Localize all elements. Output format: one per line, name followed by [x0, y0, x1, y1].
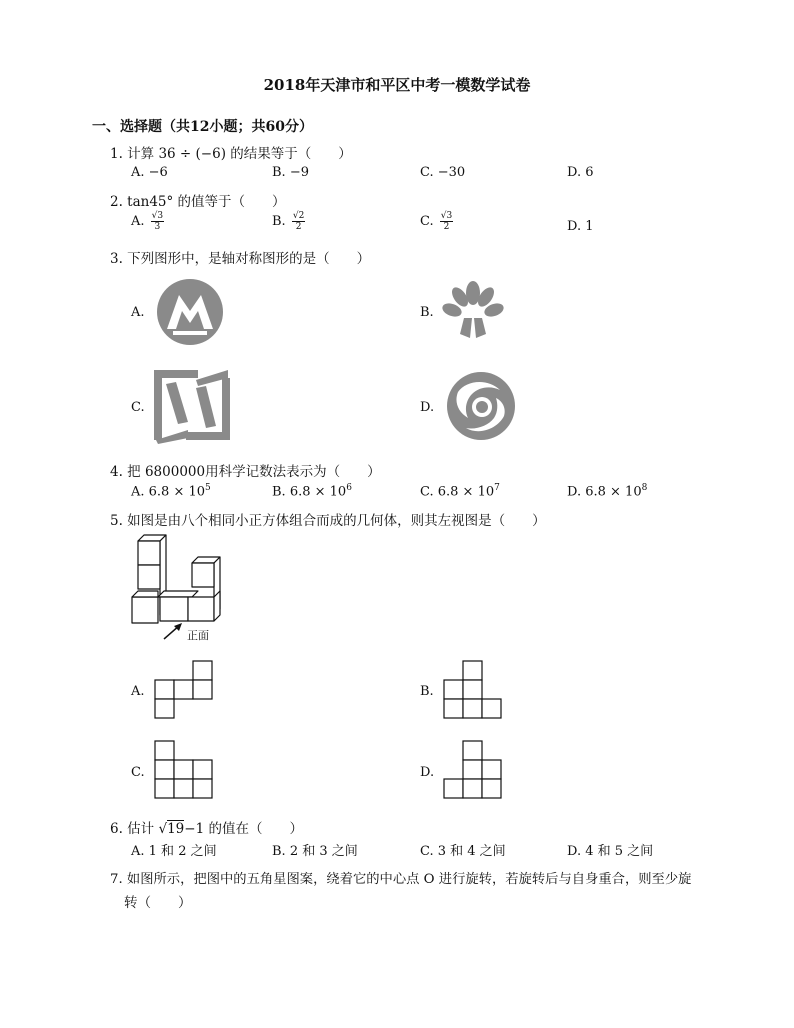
q2-a-numerator: √3 — [151, 211, 164, 221]
q5-option-b-label: B. — [420, 684, 434, 699]
q1-option-a: A. −6 — [131, 165, 168, 180]
q1-option-c: C. −30 — [420, 165, 466, 180]
q1-option-b: B. −9 — [272, 165, 309, 180]
q1-option-d: D. 6 — [567, 165, 594, 180]
q6-stem-prefix: 6. 估计 — [110, 821, 159, 837]
q3-logo-d-swirl — [444, 370, 518, 442]
q4-c-exponent: 7 — [494, 483, 500, 493]
q5-front-label: 正面 — [187, 629, 209, 642]
q2-option-c-prefix: C. — [420, 214, 438, 229]
q2-b-denominator: 2 — [295, 222, 302, 232]
q4-a-exponent: 5 — [205, 483, 211, 493]
q4-b-exponent: 6 — [346, 483, 352, 493]
question-7-line-2: 转（ ） — [124, 895, 192, 911]
q4-d-base: D. 6.8 × 10 — [567, 484, 642, 500]
q4-d-exponent: 8 — [641, 483, 648, 493]
q2-c-denominator: 2 — [443, 222, 450, 232]
q2-a-denominator: 3 — [154, 222, 161, 232]
q2-option-c-fraction — [440, 211, 453, 232]
q4-option-b — [272, 483, 352, 499]
q6-option-d: D. 4 和 5 之间 — [567, 844, 654, 859]
q2-option-d: D. 1 — [567, 219, 594, 234]
q4-b-base: B. 6.8 × 10 — [272, 484, 347, 500]
q3-logo-c-pinwheel — [152, 368, 232, 444]
q6-sqrt-symbol: √ — [158, 821, 168, 837]
q4-c-base: C. 6.8 × 10 — [420, 484, 495, 500]
q2-option-b-prefix: B. — [272, 214, 290, 229]
q2-option-a — [131, 211, 164, 232]
q4-option-a — [131, 483, 211, 499]
question-5-stem: 5. 如图是由八个相同小正方体组合而成的几何体，则其左视图是（ ） — [110, 513, 546, 529]
q5-view-d — [442, 740, 504, 800]
q5-option-c-label: C. — [131, 765, 145, 780]
q3-logo-b-petals — [442, 280, 504, 342]
q5-option-a-label: A. — [131, 684, 145, 699]
q3-logo-a-m-circle — [155, 277, 225, 347]
q6-radicand: 19 — [167, 821, 185, 837]
page-title: 2018年天津市和平区中考一模数学试卷 — [263, 76, 531, 94]
q2-option-a-fraction — [151, 211, 164, 232]
question-3-stem: 3. 下列图形中，是轴对称图形的是（ ） — [110, 251, 371, 267]
section-heading: 一、选择题（共12小题；共60分） — [92, 119, 313, 135]
q2-option-a-prefix: A. — [131, 214, 149, 229]
q4-a-base: A. 6.8 × 10 — [131, 484, 206, 500]
q4-option-c — [420, 483, 500, 499]
q6-option-c: C. 3 和 4 之间 — [420, 844, 506, 859]
question-7-line-1: 7. 如图所示，把图中的五角星图案，绕着它的中心点 O 进行旋转，若旋转后与自身重合，则至少旋 — [110, 872, 692, 887]
q5-view-a — [153, 660, 215, 720]
q5-view-c — [153, 740, 215, 800]
q2-c-numerator: √3 — [440, 211, 453, 221]
q2-option-b-fraction — [292, 211, 305, 232]
q3-option-d-label: D. — [420, 400, 435, 415]
question-6-stem — [110, 817, 303, 837]
q3-option-a-label: A. — [131, 305, 145, 320]
question-4-stem: 4. 把 6800000用科学记数法表示为（ ） — [110, 464, 381, 480]
q5-cube-solid-figure — [128, 533, 228, 645]
q5-option-d-label: D. — [420, 765, 435, 780]
question-2-stem: 2. tan45° 的值等于（ ） — [110, 194, 286, 210]
q2-b-numerator: √2 — [292, 211, 305, 221]
q2-option-b — [272, 211, 305, 232]
q3-option-c-label: C. — [131, 400, 145, 415]
q6-option-b: B. 2 和 3 之间 — [272, 844, 358, 859]
question-1-stem: 1. 计算 36 ÷ (−6) 的结果等于（ ） — [110, 146, 352, 162]
q6-stem-suffix: −1 的值在（ ） — [184, 821, 303, 837]
q3-option-b-label: B. — [420, 305, 434, 320]
q4-option-d — [567, 483, 647, 499]
q5-view-b — [442, 660, 504, 720]
q6-option-a: A. 1 和 2 之间 — [131, 844, 217, 859]
q2-option-c — [420, 211, 453, 232]
